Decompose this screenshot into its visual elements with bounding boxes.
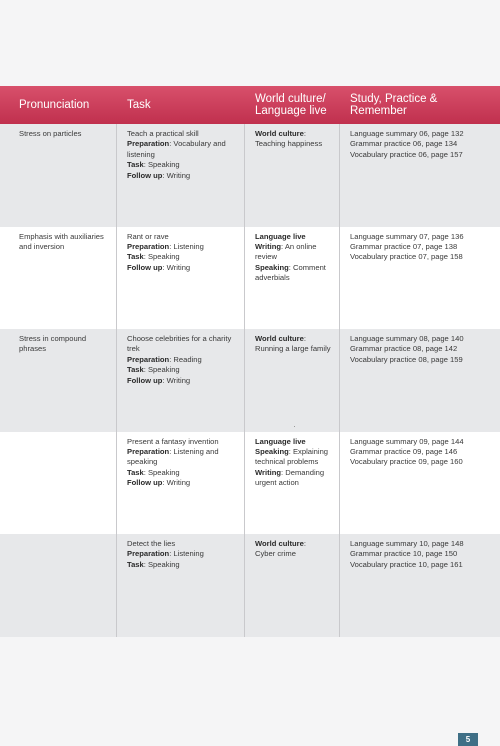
task-cell-text: : Listening bbox=[169, 549, 204, 559]
world-culture-cell-text: : Explaining technical problems bbox=[255, 446, 329, 467]
task-cell-text: Rant or rave bbox=[127, 231, 169, 241]
task-cell-label: Task bbox=[127, 467, 144, 477]
task-cell-label: Task bbox=[127, 160, 144, 170]
task-cell bbox=[117, 124, 245, 227]
task-cell-line bbox=[127, 160, 238, 170]
task-cell-line bbox=[127, 355, 238, 365]
task-cell-label: Preparation bbox=[127, 241, 170, 251]
pronunciation-cell: Stress on particles bbox=[0, 124, 117, 227]
task-cell-text: : Speaking bbox=[143, 365, 180, 375]
task-cell-text: Choose celebrities for a charity trek bbox=[127, 334, 232, 354]
task-cell-label: Follow up bbox=[127, 375, 163, 385]
table-row bbox=[0, 432, 500, 535]
task-cell-line bbox=[127, 468, 238, 478]
task-cell-label: Follow up bbox=[127, 262, 163, 272]
task-cell-label: Task bbox=[127, 365, 144, 375]
world-culture-cell-line bbox=[255, 344, 333, 354]
world-culture-cell-line bbox=[255, 468, 333, 489]
study-cell-line: Language summary 07, page 136 bbox=[350, 231, 464, 241]
task-cell-text: : Speaking bbox=[143, 160, 180, 170]
task-cell-line bbox=[127, 447, 238, 468]
study-cell-line: Grammar practice 09, page 146 bbox=[350, 446, 458, 456]
study-cell bbox=[340, 227, 500, 330]
world-culture-cell-line bbox=[255, 263, 333, 284]
contents-table bbox=[0, 86, 500, 637]
world-culture-cell-text: : Demanding urgent action bbox=[255, 467, 325, 488]
study-cell-line: Grammar practice 10, page 150 bbox=[350, 549, 458, 559]
world-culture-cell-label: Language live bbox=[255, 436, 306, 446]
task-cell-line bbox=[127, 560, 238, 570]
task-cell-text: : Writing bbox=[162, 478, 191, 488]
world-culture-cell-line bbox=[255, 129, 333, 139]
table-row bbox=[0, 329, 500, 432]
task-cell-text: : Speaking bbox=[143, 559, 180, 569]
task-cell-label: Preparation bbox=[127, 139, 170, 149]
study-cell bbox=[340, 124, 500, 227]
world-culture-cell-line bbox=[255, 242, 333, 263]
world-culture-cell-line bbox=[255, 334, 333, 344]
world-culture-cell-text: Cyber crime bbox=[255, 549, 296, 559]
task-cell bbox=[117, 534, 245, 637]
task-cell-label: Task bbox=[127, 559, 144, 569]
header-world-culture-line1: World culture/ bbox=[255, 93, 326, 105]
task-cell-line bbox=[127, 139, 238, 160]
task-cell-text: Present a fantasy invention bbox=[127, 436, 219, 446]
world-culture-cell-label: World culture bbox=[255, 334, 304, 343]
study-cell-line: Vocabulary practice 07, page 158 bbox=[350, 252, 463, 262]
task-cell-line bbox=[127, 232, 238, 242]
task-cell bbox=[117, 329, 245, 432]
world-culture-cell bbox=[245, 227, 340, 330]
task-cell-text: : Speaking bbox=[143, 252, 180, 262]
task-cell-text: : Writing bbox=[162, 262, 191, 272]
task-cell-line bbox=[127, 334, 238, 355]
world-culture-cell-label: World culture bbox=[255, 129, 304, 138]
study-cell-line: Grammar practice 08, page 142 bbox=[350, 344, 458, 354]
study-cell bbox=[340, 329, 500, 432]
task-cell-text: : Vocabulary and listening bbox=[127, 139, 226, 159]
table-row bbox=[0, 124, 500, 227]
header-task: Task bbox=[127, 99, 151, 111]
header-pronunciation: Pronunciation bbox=[19, 99, 90, 111]
world-culture-cell-label: Language live bbox=[255, 231, 306, 241]
world-culture-cell bbox=[245, 329, 340, 432]
world-culture-cell-text: Teaching happiness bbox=[255, 139, 323, 149]
world-culture-cell-text: : Comment adverbials bbox=[255, 262, 326, 283]
world-culture-cell-line bbox=[255, 549, 333, 559]
world-culture-cell bbox=[245, 534, 340, 637]
task-cell-line bbox=[127, 171, 238, 181]
world-culture-cell-label: Writing bbox=[255, 241, 282, 251]
study-cell-line: Vocabulary practice 08, page 159 bbox=[350, 354, 463, 364]
world-culture-cell-line bbox=[255, 437, 333, 447]
study-cell-line: Language summary 08, page 140 bbox=[350, 334, 464, 343]
task-cell-text: Detect the lies bbox=[127, 539, 176, 548]
task-cell-label: Follow up bbox=[127, 478, 163, 488]
header-study-line2: Remember bbox=[350, 105, 407, 117]
task-cell-label: Follow up bbox=[127, 170, 163, 180]
task-cell-label: Preparation bbox=[127, 354, 170, 364]
header-study-line1: Study, Practice & bbox=[350, 93, 438, 105]
study-cell-line: Vocabulary practice 10, page 161 bbox=[350, 559, 463, 569]
task-cell-line bbox=[127, 263, 238, 273]
pronunciation-cell bbox=[0, 534, 117, 637]
world-culture-cell-line bbox=[255, 447, 333, 468]
task-cell-line bbox=[127, 376, 238, 386]
table-header bbox=[0, 86, 500, 124]
world-culture-cell-line bbox=[255, 232, 333, 242]
header-world-culture bbox=[245, 86, 340, 124]
world-culture-cell-text: : bbox=[303, 129, 306, 138]
task-cell-text: : Speaking bbox=[143, 467, 180, 477]
task-cell-text: : Writing bbox=[162, 375, 191, 385]
task-cell-text: : Reading bbox=[169, 354, 202, 364]
task-cell-text: Teach a practical skill bbox=[127, 129, 199, 138]
task-cell-line bbox=[127, 478, 238, 488]
study-cell-line: Vocabulary practice 06, page 157 bbox=[350, 149, 463, 159]
task-cell-line bbox=[127, 242, 238, 252]
table-row bbox=[0, 534, 500, 637]
world-culture-cell-text: : An online review bbox=[255, 241, 317, 262]
world-culture-cell bbox=[245, 432, 340, 535]
header-world-culture-line2: Language live bbox=[255, 105, 327, 117]
study-cell bbox=[340, 432, 500, 535]
task-cell-line bbox=[127, 129, 238, 139]
world-culture-cell-label: Speaking bbox=[255, 262, 289, 272]
study-cell bbox=[340, 534, 500, 637]
study-cell-line: Grammar practice 07, page 138 bbox=[350, 241, 458, 251]
world-culture-cell bbox=[245, 124, 340, 227]
table-body bbox=[0, 124, 500, 637]
task-cell-line bbox=[127, 539, 238, 549]
study-cell-line: Grammar practice 06, page 134 bbox=[350, 139, 458, 149]
pronunciation-cell bbox=[0, 432, 117, 535]
header-study bbox=[340, 86, 500, 124]
task-cell-line bbox=[127, 549, 238, 559]
task-cell-text: : Writing bbox=[162, 170, 191, 180]
study-cell-line: Language summary 06, page 132 bbox=[350, 129, 464, 138]
study-cell-line: Language summary 09, page 144 bbox=[350, 436, 464, 446]
pronunciation-cell: Stress in compound phrases bbox=[0, 329, 117, 432]
study-cell-line: Language summary 10, page 148 bbox=[350, 539, 464, 548]
task-cell-line bbox=[127, 437, 238, 447]
stray-mark bbox=[294, 426, 295, 427]
world-culture-cell-line bbox=[255, 539, 333, 549]
task-cell-line bbox=[127, 365, 238, 375]
page-number: 5 bbox=[458, 733, 478, 746]
task-cell bbox=[117, 432, 245, 535]
table-row bbox=[0, 227, 500, 330]
study-cell-line: Vocabulary practice 09, page 160 bbox=[350, 457, 463, 467]
world-culture-cell-label: Writing bbox=[255, 467, 282, 477]
world-culture-cell-line bbox=[255, 139, 333, 149]
task-cell-text: : Listening bbox=[169, 241, 204, 251]
task-cell-label: Preparation bbox=[127, 446, 170, 456]
world-culture-cell-text: Running a large family bbox=[255, 344, 331, 354]
task-cell bbox=[117, 227, 245, 330]
task-cell-text: : Listening and speaking bbox=[127, 446, 219, 467]
world-culture-cell-label: Speaking bbox=[255, 446, 289, 456]
task-cell-line bbox=[127, 252, 238, 262]
task-cell-label: Task bbox=[127, 252, 144, 262]
world-culture-cell-text: : bbox=[303, 539, 306, 548]
pronunciation-cell: Emphasis with auxiliaries and inversion bbox=[0, 227, 117, 330]
task-cell-label: Preparation bbox=[127, 549, 170, 559]
world-culture-cell-text: : bbox=[303, 334, 306, 343]
world-culture-cell-label: World culture bbox=[255, 539, 304, 548]
